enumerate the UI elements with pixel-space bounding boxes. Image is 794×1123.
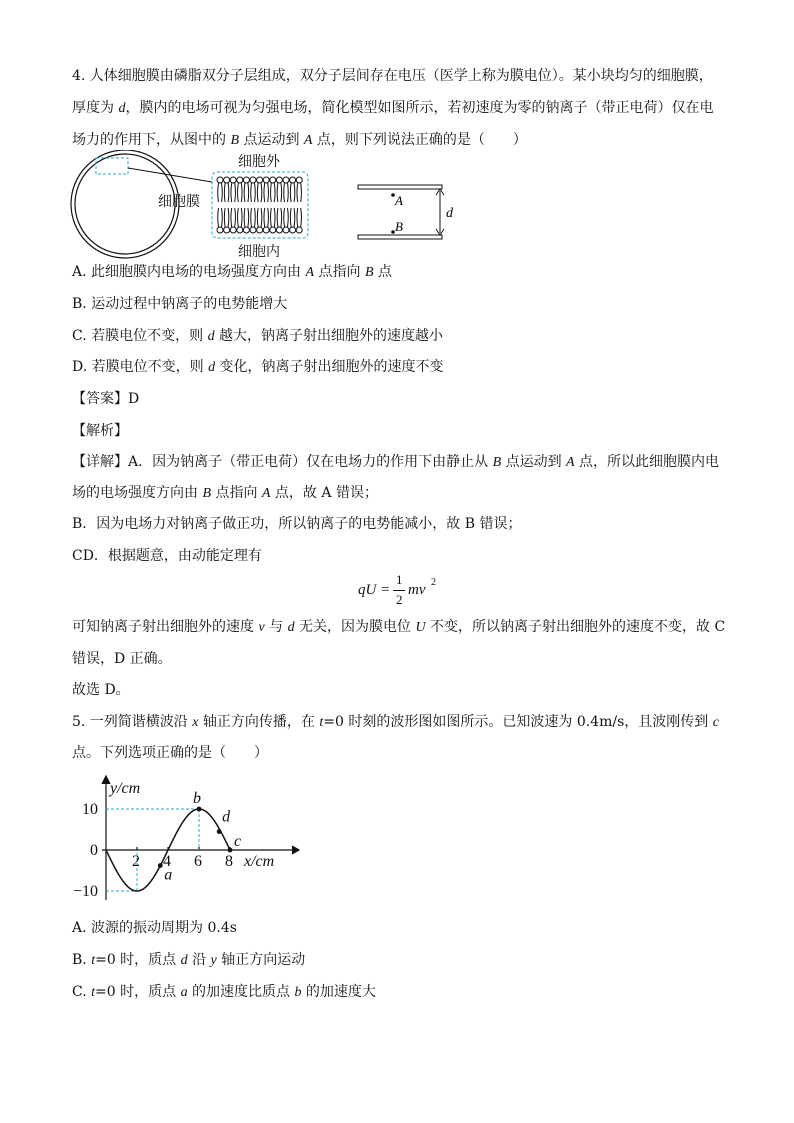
cell-membrane-figure bbox=[60, 150, 460, 262]
q5-option-a: A. 波源的振动周期为 0.4s bbox=[72, 920, 237, 936]
y-tick-label: −10 bbox=[72, 883, 98, 900]
x-tick-label: 2 bbox=[132, 853, 140, 870]
q4-line-1: 4. 人体细胞膜由磷脂双分子层组成，双分子层间存在电压（医学上称为膜电位）。某小块均匀的细胞膜， bbox=[72, 68, 713, 84]
point-b bbox=[197, 807, 202, 812]
x-tick-label: 8 bbox=[225, 853, 233, 870]
q5-line-2: 点。下列选项正确的是（ ） bbox=[72, 745, 268, 761]
membrane-label: 细胞膜 bbox=[158, 195, 200, 210]
q5-line-1: 5. 一列简谐横波沿 x 轴正方向传播，在 t=0 时刻的波形图如图所示。已知波速为 0.4m/s，且波刚传到 c bbox=[72, 714, 719, 730]
q4-line-3: 场力的作用下，从图中的 B 点运动到 A 点，则下列说法正确的是（ ） bbox=[72, 132, 527, 148]
wave-chart bbox=[70, 772, 300, 906]
q5-option-b: B. t=0 时，质点 d 沿 y 轴正方向运动 bbox=[72, 952, 306, 968]
point-label-b: b bbox=[193, 790, 201, 807]
analysis-heading: 【解析】 bbox=[72, 423, 128, 439]
q4-line-2: 厚度为 d，膜内的电场可视为匀强电场，简化模型如图所示，若初速度为零的钠离子（带正电荷）仅在电 bbox=[72, 100, 714, 116]
detail-line-2: 场的电场强度方向由 B 点指向 A 点，故 A 错误； bbox=[72, 485, 378, 501]
point-label-c: c bbox=[234, 833, 242, 850]
point-a bbox=[158, 863, 163, 868]
point-label-d: d bbox=[222, 808, 231, 826]
gap-label-d: d bbox=[446, 206, 453, 221]
detail-line-3: B．因为电场力对钠离子做正功，所以钠离子的电势能减小，故 B 错误； bbox=[72, 516, 522, 532]
x-tick-label: 4 bbox=[163, 853, 171, 870]
plate-label-b: B bbox=[395, 219, 403, 234]
lipid-bilayer bbox=[217, 177, 302, 233]
q4-option-d: D. 若膜电位不变，则 d 变化，钠离子射出细胞外的速度不变 bbox=[72, 359, 444, 375]
detail-line-5: 可知钠离子射出细胞外的速度 v 与 d 无关，因为膜电位 U 不变，所以钠离子射出细胞外的速度不变，故 C bbox=[72, 619, 726, 635]
inside-label: 细胞内 bbox=[238, 245, 280, 260]
y-tick-label: 10 bbox=[82, 801, 98, 818]
q5-option-c: C. t=0 时，质点 a 的加速度比质点 b 的加速度大 bbox=[72, 984, 376, 1000]
answer: 【答案】D bbox=[72, 391, 140, 407]
detail-line-6: 错误，D 正确。 bbox=[72, 651, 172, 667]
q4-option-a: A. 此细胞膜内电场的电场强度方向由 A 点指向 B 点 bbox=[72, 264, 392, 280]
point-label-a: a bbox=[164, 866, 173, 884]
point-c bbox=[228, 848, 233, 853]
x-tick-label: 6 bbox=[194, 853, 202, 870]
detail-line-1: 【详解】A．因为钠离子（带正电荷）仅在电场力的作用下由静止从 B 点运动到 A 点，所以此细胞膜内电 bbox=[72, 454, 720, 470]
detail-line-7: 故选 D。 bbox=[72, 682, 130, 698]
outside-label: 细胞外 bbox=[238, 155, 280, 170]
x-axis-label: x/cm bbox=[244, 853, 275, 870]
detail-line-4: CD．根据题意，由动能定理有 bbox=[72, 548, 262, 564]
point-d bbox=[217, 829, 222, 834]
q4-option-b: B. 运动过程中钠离子的电势能增大 bbox=[72, 296, 288, 312]
y-axis-label: y/cm bbox=[110, 780, 141, 797]
q4-option-c: C. 若膜电位不变，则 d 越大，钠离子射出细胞外的速度越小 bbox=[72, 328, 444, 344]
y-tick-label: 0 bbox=[90, 842, 98, 859]
plate-label-a: A bbox=[395, 193, 403, 208]
